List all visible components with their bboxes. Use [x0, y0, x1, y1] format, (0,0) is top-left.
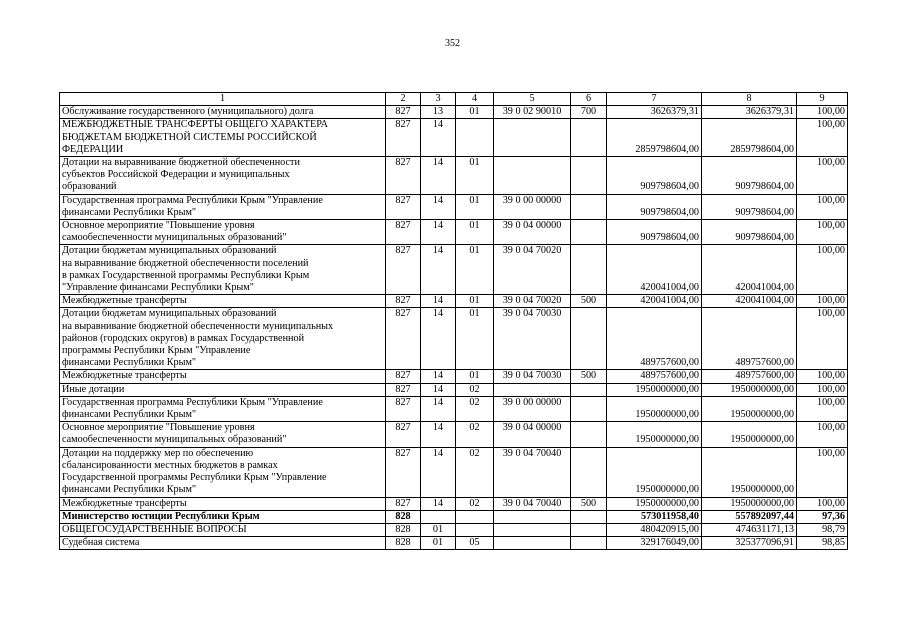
cell-actual-amount: 1950000000,00 — [702, 383, 797, 396]
cell-subsection: 02 — [456, 383, 494, 396]
cell-section — [421, 510, 456, 523]
cell-target-item: 39 0 04 00000 — [494, 422, 571, 447]
cell-ministry-code: 827 — [386, 383, 421, 396]
cell-planned-amount: 480420915,00 — [607, 523, 702, 536]
cell-target-item — [494, 523, 571, 536]
cell-actual-amount: 1950000000,00 — [702, 497, 797, 510]
cell-subsection: 01 — [456, 370, 494, 383]
cell-percent: 100,00 — [797, 245, 848, 295]
cell-subsection: 01 — [456, 308, 494, 370]
column-header: 5 — [494, 93, 571, 106]
cell-subsection: 02 — [456, 396, 494, 421]
cell-subsection: 01 — [456, 194, 494, 219]
cell-actual-amount: 1950000000,00 — [702, 422, 797, 447]
cell-expense-type — [571, 245, 607, 295]
cell-target-item: 39 0 04 70030 — [494, 308, 571, 370]
cell-name: Дотации бюджетам муниципальных образований на выравнивание бюджетной обеспеченности поселений в рамках Государственной программы Республики Крым "Управление финансами Республики Крым" — [60, 245, 386, 295]
cell-percent: 100,00 — [797, 119, 848, 157]
cell-actual-amount: 909798604,00 — [702, 220, 797, 245]
cell-section: 14 — [421, 157, 456, 195]
table-row — [60, 119, 848, 157]
cell-target-item: 39 0 00 00000 — [494, 396, 571, 421]
cell-actual-amount: 420041004,00 — [702, 295, 797, 308]
cell-planned-amount: 489757600,00 — [607, 308, 702, 370]
cell-percent: 98,79 — [797, 523, 848, 536]
cell-subsection: 01 — [456, 245, 494, 295]
cell-ministry-code: 827 — [386, 422, 421, 447]
cell-ministry-code: 827 — [386, 396, 421, 421]
cell-actual-amount: 1950000000,00 — [702, 447, 797, 497]
cell-planned-amount: 489757600,00 — [607, 370, 702, 383]
cell-expense-type — [571, 383, 607, 396]
cell-expense-type: 500 — [571, 497, 607, 510]
cell-section: 14 — [421, 422, 456, 447]
table-row — [60, 510, 848, 523]
table-row — [60, 537, 848, 550]
cell-section: 14 — [421, 370, 456, 383]
table-row — [60, 220, 848, 245]
cell-planned-amount: 909798604,00 — [607, 194, 702, 219]
cell-planned-amount: 1950000000,00 — [607, 396, 702, 421]
cell-actual-amount: 557892097,44 — [702, 510, 797, 523]
cell-section: 14 — [421, 383, 456, 396]
cell-actual-amount: 489757600,00 — [702, 370, 797, 383]
cell-target-item — [494, 119, 571, 157]
cell-expense-type: 500 — [571, 295, 607, 308]
cell-target-item: 39 0 04 70040 — [494, 497, 571, 510]
cell-name: МЕЖБЮДЖЕТНЫЕ ТРАНСФЕРТЫ ОБЩЕГО ХАРАКТЕРА БЮДЖЕТАМ БЮДЖЕТНОЙ СИСТЕМЫ РОССИЙСКОЙ ФЕДЕРАЦИИ — [60, 119, 386, 157]
table-row — [60, 422, 848, 447]
cell-ministry-code: 828 — [386, 510, 421, 523]
cell-percent: 100,00 — [797, 220, 848, 245]
cell-planned-amount: 420041004,00 — [607, 245, 702, 295]
cell-name: Судебная система — [60, 537, 386, 550]
cell-percent: 100,00 — [797, 396, 848, 421]
cell-percent: 100,00 — [797, 497, 848, 510]
cell-percent: 100,00 — [797, 422, 848, 447]
cell-name: Государственная программа Республики Крым "Управление финансами Республики Крым" — [60, 194, 386, 219]
cell-percent: 100,00 — [797, 295, 848, 308]
cell-section: 14 — [421, 396, 456, 421]
cell-expense-type — [571, 510, 607, 523]
cell-percent: 97,36 — [797, 510, 848, 523]
cell-ministry-code: 827 — [386, 194, 421, 219]
cell-percent: 100,00 — [797, 106, 848, 119]
cell-ministry-code: 827 — [386, 106, 421, 119]
cell-section: 14 — [421, 245, 456, 295]
cell-target-item — [494, 510, 571, 523]
cell-name: Межбюджетные трансферты — [60, 497, 386, 510]
column-header: 1 — [60, 93, 386, 106]
cell-subsection — [456, 119, 494, 157]
cell-section: 14 — [421, 220, 456, 245]
column-header: 8 — [702, 93, 797, 106]
cell-subsection — [456, 523, 494, 536]
cell-expense-type: 500 — [571, 370, 607, 383]
cell-target-item: 39 0 04 70030 — [494, 370, 571, 383]
cell-ministry-code: 827 — [386, 447, 421, 497]
cell-expense-type — [571, 523, 607, 536]
cell-name: Основное мероприятие "Повышение уровня самообеспеченности муниципальных образований" — [60, 422, 386, 447]
cell-planned-amount: 420041004,00 — [607, 295, 702, 308]
cell-target-item — [494, 157, 571, 195]
column-header: 7 — [607, 93, 702, 106]
cell-expense-type — [571, 537, 607, 550]
cell-planned-amount: 909798604,00 — [607, 220, 702, 245]
cell-planned-amount: 909798604,00 — [607, 157, 702, 195]
cell-percent: 100,00 — [797, 370, 848, 383]
cell-planned-amount: 3626379,31 — [607, 106, 702, 119]
cell-actual-amount: 474631171,13 — [702, 523, 797, 536]
table-row — [60, 295, 848, 308]
cell-section: 01 — [421, 537, 456, 550]
column-header: 3 — [421, 93, 456, 106]
cell-actual-amount: 909798604,00 — [702, 157, 797, 195]
cell-target-item: 39 0 02 90010 — [494, 106, 571, 119]
page-number: 352 — [445, 38, 460, 49]
table-row — [60, 523, 848, 536]
cell-ministry-code: 827 — [386, 497, 421, 510]
cell-section: 01 — [421, 523, 456, 536]
cell-planned-amount: 1950000000,00 — [607, 383, 702, 396]
cell-name: Иные дотации — [60, 383, 386, 396]
cell-planned-amount: 1950000000,00 — [607, 422, 702, 447]
cell-section: 14 — [421, 447, 456, 497]
cell-planned-amount: 573011958,40 — [607, 510, 702, 523]
cell-ministry-code: 828 — [386, 523, 421, 536]
cell-name: ОБЩЕГОСУДАРСТВЕННЫЕ ВОПРОСЫ — [60, 523, 386, 536]
table-row — [60, 194, 848, 219]
cell-actual-amount: 909798604,00 — [702, 194, 797, 219]
cell-subsection: 01 — [456, 157, 494, 195]
cell-expense-type — [571, 119, 607, 157]
cell-ministry-code: 827 — [386, 119, 421, 157]
table-body — [60, 106, 848, 550]
table-row — [60, 106, 848, 119]
cell-actual-amount: 2859798604,00 — [702, 119, 797, 157]
cell-ministry-code: 827 — [386, 220, 421, 245]
cell-subsection: 01 — [456, 106, 494, 119]
cell-section: 14 — [421, 119, 456, 157]
cell-percent: 100,00 — [797, 157, 848, 195]
cell-ministry-code: 827 — [386, 245, 421, 295]
cell-expense-type — [571, 157, 607, 195]
cell-ministry-code: 827 — [386, 295, 421, 308]
cell-planned-amount: 1950000000,00 — [607, 497, 702, 510]
cell-percent: 100,00 — [797, 383, 848, 396]
cell-name: Министерство юстиции Республики Крым — [60, 510, 386, 523]
table-row — [60, 396, 848, 421]
cell-expense-type — [571, 396, 607, 421]
header-row — [60, 93, 848, 106]
cell-percent: 100,00 — [797, 308, 848, 370]
cell-planned-amount: 1950000000,00 — [607, 447, 702, 497]
cell-section: 14 — [421, 308, 456, 370]
cell-name: Межбюджетные трансферты — [60, 370, 386, 383]
cell-expense-type — [571, 194, 607, 219]
cell-target-item: 39 0 04 70020 — [494, 245, 571, 295]
cell-planned-amount: 329176049,00 — [607, 537, 702, 550]
cell-subsection: 05 — [456, 537, 494, 550]
table-row — [60, 447, 848, 497]
cell-expense-type — [571, 422, 607, 447]
budget-table — [59, 92, 848, 550]
cell-subsection: 02 — [456, 422, 494, 447]
cell-ministry-code: 827 — [386, 370, 421, 383]
table-row — [60, 383, 848, 396]
cell-target-item: 39 0 04 70020 — [494, 295, 571, 308]
cell-target-item: 39 0 04 70040 — [494, 447, 571, 497]
cell-actual-amount: 3626379,31 — [702, 106, 797, 119]
cell-name: Дотации бюджетам муниципальных образований на выравнивание бюджетной обеспеченности муниципальных районов (городских округов) в рамках Государственной программы Республики Крым "Управление финансами Республики Крым" — [60, 308, 386, 370]
cell-expense-type: 700 — [571, 106, 607, 119]
cell-subsection: 01 — [456, 295, 494, 308]
cell-section: 14 — [421, 194, 456, 219]
column-header: 2 — [386, 93, 421, 106]
table-row — [60, 245, 848, 295]
cell-actual-amount: 420041004,00 — [702, 245, 797, 295]
cell-percent: 98,85 — [797, 537, 848, 550]
cell-percent: 100,00 — [797, 447, 848, 497]
table-row — [60, 370, 848, 383]
cell-section: 14 — [421, 497, 456, 510]
cell-subsection: 02 — [456, 497, 494, 510]
cell-target-item: 39 0 00 00000 — [494, 194, 571, 219]
table-row — [60, 157, 848, 195]
cell-name: Межбюджетные трансферты — [60, 295, 386, 308]
cell-ministry-code: 827 — [386, 308, 421, 370]
cell-name: Дотации на поддержку мер по обеспечению сбалансированности местных бюджетов в рамках Государственной программы Республики Крым "Управление финансами Республики Крым" — [60, 447, 386, 497]
cell-section: 13 — [421, 106, 456, 119]
cell-target-item: 39 0 04 00000 — [494, 220, 571, 245]
cell-name: Государственная программа Республики Крым "Управление финансами Республики Крым" — [60, 396, 386, 421]
cell-expense-type — [571, 308, 607, 370]
cell-subsection: 01 — [456, 220, 494, 245]
column-header: 9 — [797, 93, 848, 106]
cell-expense-type — [571, 447, 607, 497]
cell-planned-amount: 2859798604,00 — [607, 119, 702, 157]
cell-subsection — [456, 510, 494, 523]
cell-section: 14 — [421, 295, 456, 308]
cell-actual-amount: 1950000000,00 — [702, 396, 797, 421]
cell-name: Дотации на выравнивание бюджетной обеспеченности субъектов Российской Федерации и муниципальных образований — [60, 157, 386, 195]
cell-name: Обслуживание государственного (муниципального) долга — [60, 106, 386, 119]
cell-target-item — [494, 383, 571, 396]
column-header: 4 — [456, 93, 494, 106]
cell-percent: 100,00 — [797, 194, 848, 219]
cell-target-item — [494, 537, 571, 550]
cell-expense-type — [571, 220, 607, 245]
table-row — [60, 497, 848, 510]
cell-actual-amount: 325377096,91 — [702, 537, 797, 550]
cell-name: Основное мероприятие "Повышение уровня самообеспеченности муниципальных образований" — [60, 220, 386, 245]
column-header: 6 — [571, 93, 607, 106]
cell-ministry-code: 827 — [386, 157, 421, 195]
cell-subsection: 02 — [456, 447, 494, 497]
cell-actual-amount: 489757600,00 — [702, 308, 797, 370]
table-row — [60, 308, 848, 370]
cell-ministry-code: 828 — [386, 537, 421, 550]
